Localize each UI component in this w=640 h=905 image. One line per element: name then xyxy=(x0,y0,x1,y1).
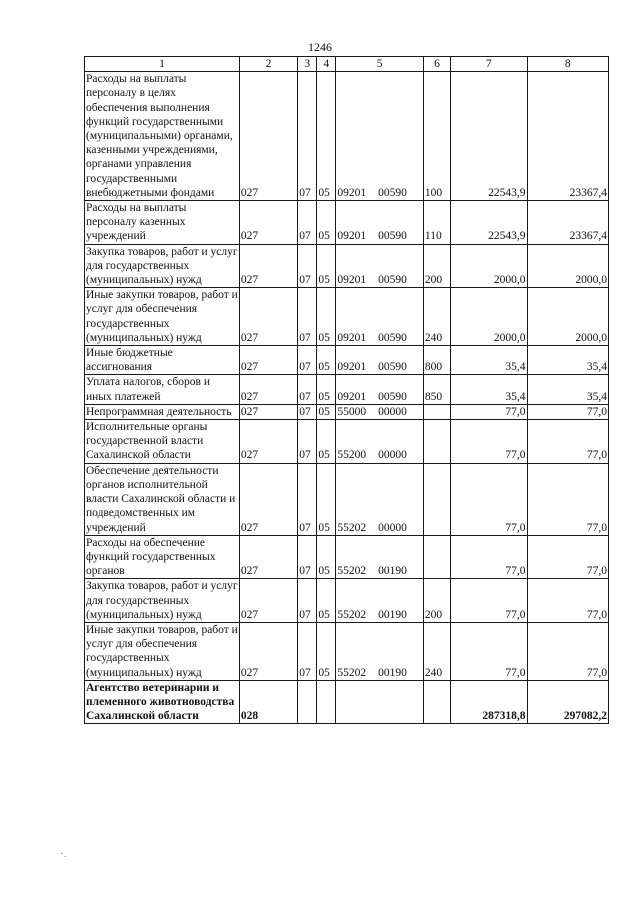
table-row xyxy=(85,244,609,288)
name-cell: Расходы на обеспечение функций государственных органов xyxy=(85,535,240,579)
scan-artifact: ·. xyxy=(60,848,67,860)
name-cell: Уплата налогов, сборов и иных платежей xyxy=(85,375,240,404)
year1-value: 22543,9 xyxy=(451,201,527,245)
year1-value: 2000,0 xyxy=(451,244,527,288)
code-cell: 027 xyxy=(239,579,297,623)
article-part-a: 55202 xyxy=(337,565,367,578)
article-part-b: 00590 xyxy=(378,274,407,287)
year2-value: 297082,2 xyxy=(527,680,609,724)
name-cell: Исполнительные органы государственной власти Сахалинской области xyxy=(85,420,240,464)
col-header-1: 1 xyxy=(85,57,240,72)
article-part-a: 55200 xyxy=(337,449,367,462)
article-part-b: 00590 xyxy=(378,230,407,243)
subsection-cell xyxy=(317,680,336,724)
kind-cell: 850 xyxy=(423,375,450,404)
name-cell: Закупка товаров, работ и услуг для государственных (муниципальных) нужд xyxy=(86,245,238,287)
code-cell: 027 xyxy=(239,404,297,419)
article-part-a: 55202 xyxy=(337,666,367,679)
year1-value: 22543,9 xyxy=(451,72,527,201)
kind-cell: 100 xyxy=(423,72,450,201)
code-cell: 028 xyxy=(239,680,297,724)
name-cell: Расходы на выплаты персоналу в целях обеспечения выполнения функций государственными (муниципальными) органами, казенными учреждениями, органами управления государственными внебюджетными фондами xyxy=(85,72,240,201)
year2-value: 2000,0 xyxy=(527,244,609,288)
section-cell: 07 xyxy=(298,420,317,464)
name-cell: Иные бюджетные ассигнования xyxy=(85,346,240,375)
col-header-5: 5 xyxy=(336,57,424,72)
article-part-b: 00000 xyxy=(378,405,407,418)
kind-cell xyxy=(423,535,450,579)
code-cell: 027 xyxy=(239,244,297,288)
article-part-b: 00000 xyxy=(378,449,407,462)
year2-value: 77,0 xyxy=(527,622,609,680)
article-part-a: 09201 xyxy=(337,230,367,243)
name-cell: Непрограммная деятельность xyxy=(85,404,240,419)
article-part-b: 00590 xyxy=(378,331,407,344)
article-cell xyxy=(336,404,424,419)
section-cell: 07 xyxy=(298,375,317,404)
table-row xyxy=(85,404,609,419)
table-row xyxy=(85,72,609,201)
year1-value: 2000,0 xyxy=(451,288,527,346)
col-header-6: 6 xyxy=(423,57,450,72)
year2-value: 77,0 xyxy=(527,579,609,623)
year2-value: 77,0 xyxy=(527,420,609,464)
kind-cell: 200 xyxy=(423,244,450,288)
section-cell xyxy=(298,680,317,724)
table-row xyxy=(85,346,609,375)
code-cell: 027 xyxy=(239,622,297,680)
code-cell: 027 xyxy=(239,420,297,464)
article-part-a: 09201 xyxy=(337,331,367,344)
article-cell xyxy=(336,72,424,201)
name-cell: Иные закупки товаров, работ и услуг для обеспечения государственных (муниципальных) нужд xyxy=(86,623,238,679)
article-cell xyxy=(336,375,424,404)
kind-cell xyxy=(423,463,450,535)
section-cell: 07 xyxy=(298,622,317,680)
article-part-b: 00590 xyxy=(378,361,407,374)
subsection-cell: 05 xyxy=(317,420,336,464)
subsection-cell: 05 xyxy=(317,201,336,245)
article-cell xyxy=(336,244,424,288)
year1-value: 77,0 xyxy=(451,622,527,680)
article-cell xyxy=(336,463,424,535)
col-header-7: 7 xyxy=(451,57,527,72)
table-row xyxy=(85,535,609,579)
article-cell xyxy=(336,420,424,464)
col-header-2: 2 xyxy=(239,57,297,72)
code-cell: 027 xyxy=(239,375,297,404)
article-part-b: 00590 xyxy=(378,390,407,403)
section-cell: 07 xyxy=(298,201,317,245)
header-row xyxy=(85,57,609,72)
article-part-a: 55202 xyxy=(337,608,367,621)
col-header-4: 4 xyxy=(317,57,336,72)
subsection-cell: 05 xyxy=(317,244,336,288)
table-row xyxy=(85,680,609,724)
name-cell: Обеспечение деятельности органов исполнительной власти Сахалинской области и подведомственных им учреждений xyxy=(85,463,240,535)
table-row xyxy=(85,579,609,623)
article-part-b: 00190 xyxy=(378,666,407,679)
article-part-a: 09201 xyxy=(337,186,367,199)
name-cell: Агентство ветеринарии и племенного животноводства Сахалинской области xyxy=(85,680,240,724)
table-body xyxy=(85,72,609,724)
kind-cell: 110 xyxy=(423,201,450,245)
name-cell: Закупка товаров, работ и услуг для государственных (муниципальных) нужд xyxy=(86,580,238,621)
table-row xyxy=(85,463,609,535)
kind-cell: 240 xyxy=(423,622,450,680)
subsection-cell: 05 xyxy=(317,535,336,579)
kind-cell xyxy=(423,404,450,419)
section-cell: 07 xyxy=(298,404,317,419)
article-cell xyxy=(336,579,424,623)
year2-value: 35,4 xyxy=(527,346,609,375)
year1-value: 35,4 xyxy=(451,375,527,404)
code-cell: 027 xyxy=(239,201,297,245)
section-cell: 07 xyxy=(298,244,317,288)
subsection-cell: 05 xyxy=(317,346,336,375)
article-part-b: 00190 xyxy=(378,608,407,621)
year1-value: 77,0 xyxy=(451,404,527,419)
table-row xyxy=(85,201,609,245)
year2-value: 77,0 xyxy=(527,463,609,535)
year1-value: 287318,8 xyxy=(451,680,527,724)
subsection-cell: 05 xyxy=(317,375,336,404)
article-cell xyxy=(336,622,424,680)
article-part-a: 09201 xyxy=(337,274,367,287)
code-cell: 027 xyxy=(239,346,297,375)
kind-cell xyxy=(423,420,450,464)
article-part-a: 09201 xyxy=(337,361,367,374)
code-cell: 027 xyxy=(239,288,297,346)
article-cell xyxy=(336,201,424,245)
kind-cell: 240 xyxy=(423,288,450,346)
article-cell xyxy=(336,346,424,375)
code-cell: 027 xyxy=(239,72,297,201)
name-cell: Расходы на выплаты персоналу казенных учреждений xyxy=(85,201,240,245)
year2-value: 23367,4 xyxy=(527,201,609,245)
code-cell: 027 xyxy=(239,535,297,579)
table-row xyxy=(85,622,609,680)
subsection-cell: 05 xyxy=(317,404,336,419)
year1-value: 77,0 xyxy=(451,579,527,623)
year2-value: 23367,4 xyxy=(527,72,609,201)
year1-value: 77,0 xyxy=(451,420,527,464)
table-row xyxy=(85,375,609,404)
article-part-b: 00000 xyxy=(378,521,407,534)
year2-value: 2000,0 xyxy=(527,288,609,346)
budget-table xyxy=(84,56,609,724)
year2-value: 35,4 xyxy=(527,375,609,404)
article-part-a: 09201 xyxy=(337,390,367,403)
article-part-b: 00190 xyxy=(378,565,407,578)
subsection-cell: 05 xyxy=(317,72,336,201)
article-cell xyxy=(336,680,424,724)
article-cell xyxy=(336,535,424,579)
col-header-3: 3 xyxy=(298,57,317,72)
kind-cell: 200 xyxy=(423,579,450,623)
article-part-b: 00590 xyxy=(378,186,407,199)
kind-cell xyxy=(423,680,450,724)
code-cell: 027 xyxy=(239,463,297,535)
section-cell: 07 xyxy=(298,346,317,375)
year1-value: 77,0 xyxy=(451,463,527,535)
subsection-cell: 05 xyxy=(317,463,336,535)
name-cell: Иные закупки товаров, работ и услуг для обеспечения государственных (муниципальных) нужд xyxy=(86,289,238,344)
section-cell: 07 xyxy=(298,579,317,623)
table-row xyxy=(85,420,609,464)
table-row xyxy=(85,288,609,346)
subsection-cell: 05 xyxy=(317,288,336,346)
section-cell: 07 xyxy=(298,463,317,535)
subsection-cell: 05 xyxy=(317,622,336,680)
year1-value: 77,0 xyxy=(451,535,527,579)
subsection-cell: 05 xyxy=(317,579,336,623)
section-cell: 07 xyxy=(298,535,317,579)
page-number: 1246 xyxy=(308,40,332,54)
col-header-8: 8 xyxy=(527,57,609,72)
year1-value: 35,4 xyxy=(451,346,527,375)
section-cell: 07 xyxy=(298,288,317,346)
article-part-a: 55202 xyxy=(337,521,367,534)
article-cell xyxy=(336,288,424,346)
year2-value: 77,0 xyxy=(527,535,609,579)
year2-value: 77,0 xyxy=(527,404,609,419)
kind-cell: 800 xyxy=(423,346,450,375)
section-cell: 07 xyxy=(298,72,317,201)
article-part-a: 55000 xyxy=(337,405,367,418)
